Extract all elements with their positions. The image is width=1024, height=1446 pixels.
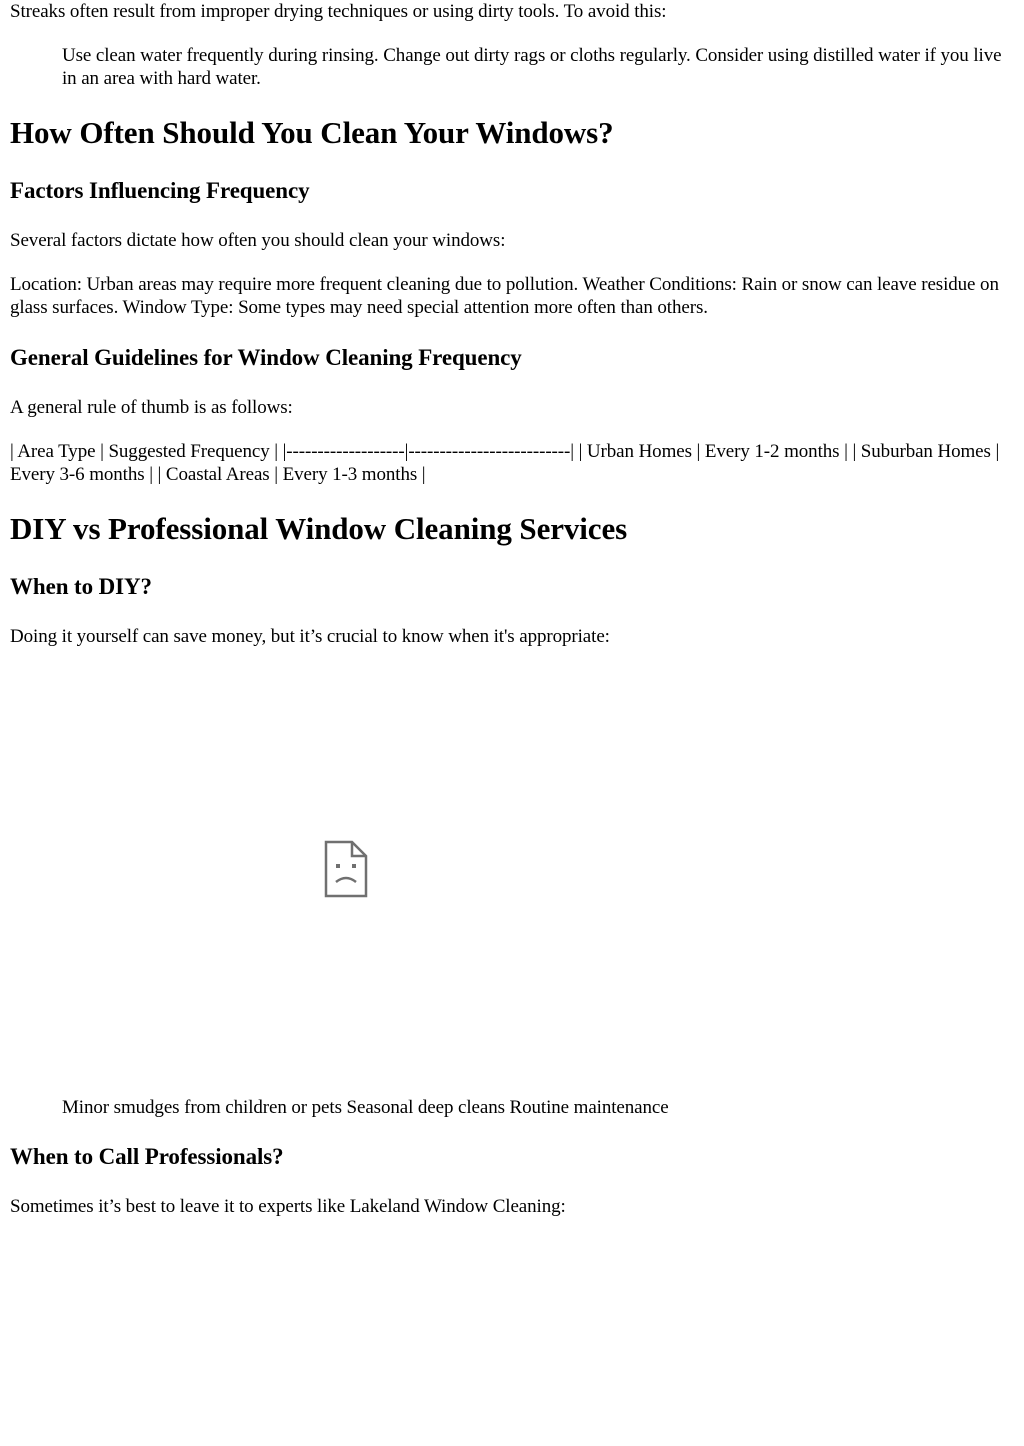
- streaks-intro-paragraph: Streaks often result from improper drying techniques or using dirty tools. To avoid this:: [10, 1, 667, 22]
- guidelines-intro-paragraph: A general rule of thumb is as follows:: [10, 397, 293, 418]
- heading-diy-vs-pro: DIY vs Professional Window Cleaning Services: [10, 511, 628, 546]
- frequency-table-text: | Area Type | Suggested Frequency | |-------------------|--------------------------| | Urban Homes | Every 1-2 months | | Suburban Homes | Every 3-6 months | | Coastal Areas | Every 1-3 months |: [10, 441, 1000, 485]
- pro-intro-paragraph: Sometimes it’s best to leave it to experts like Lakeland Window Cleaning:: [10, 1196, 566, 1217]
- heading-when-diy: When to DIY?: [10, 574, 152, 599]
- diy-intro-paragraph: Doing it yourself can save money, but it’s crucial to know when it's appropriate:: [10, 626, 610, 647]
- heading-when-pro: When to Call Professionals?: [10, 1144, 284, 1169]
- diy-list-blockquote: Minor smudges from children or pets Seasonal deep cleans Routine maintenance: [62, 1097, 669, 1118]
- heading-how-often: How Often Should You Clean Your Windows?: [10, 115, 614, 150]
- heading-guidelines: General Guidelines for Window Cleaning Frequency: [10, 345, 522, 370]
- factors-list-paragraph: Location: Urban areas may require more frequent cleaning due to pollution. Weather Conditions: Rain or snow can leave residue on glass surfaces. Window Type: Some types may need special attention more often than others.: [10, 274, 999, 318]
- broken-image-icon: [322, 840, 370, 898]
- streaks-tips-blockquote: Use clean water frequently during rinsing. Change out dirty rags or cloths regularly. Consider using distilled water if you live in an area with hard water.: [62, 45, 1002, 89]
- heading-factors: Factors Influencing Frequency: [10, 178, 310, 203]
- factors-intro-paragraph: Several factors dictate how often you should clean your windows:: [10, 230, 506, 251]
